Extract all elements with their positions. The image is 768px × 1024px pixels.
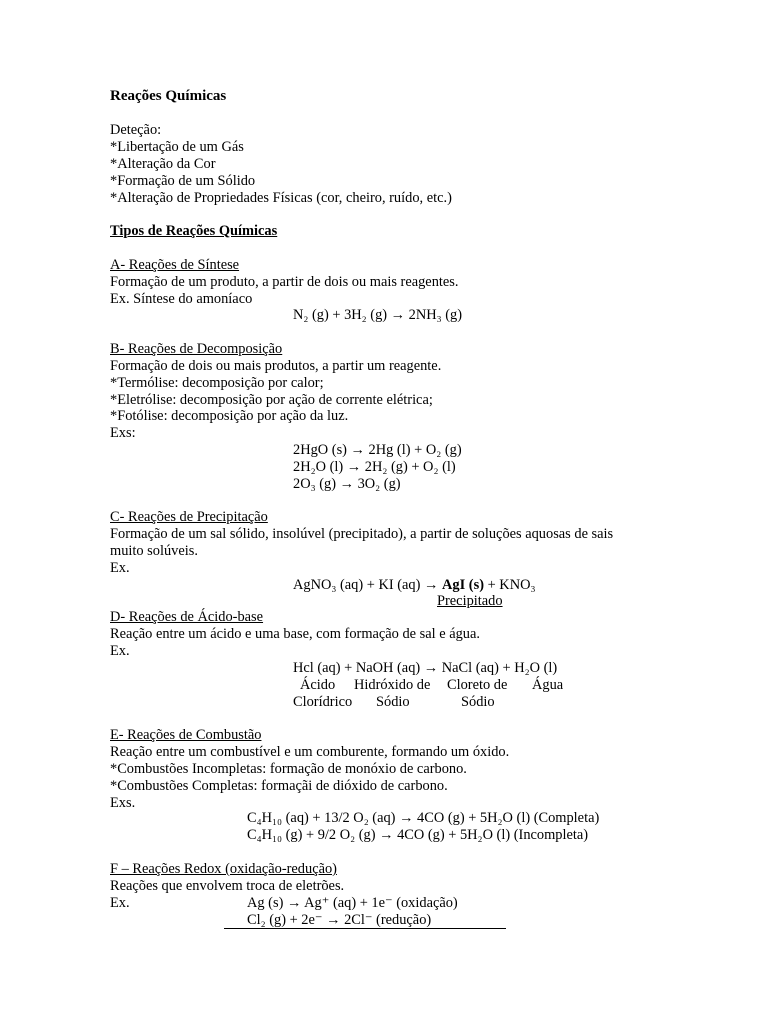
section-a-line: Formação de um produto, a partir de dois ou mais reagentes. xyxy=(110,274,459,290)
section-a-equation: N₂ (g) + 3H₂ (g) → 2NH₃ (g) xyxy=(293,307,463,323)
label-sodium: Sódio xyxy=(376,694,410,710)
section-a-heading: A- Reações de Síntese xyxy=(110,257,240,273)
section-c-eq-start: AgNO₃ (aq) + KI (aq) → xyxy=(293,577,443,593)
detection-item: *Alteração de Propriedades Físicas (cor, cheiro, ruído, etc.) xyxy=(110,190,452,206)
section-d-line: Ex. xyxy=(110,643,130,659)
section-f-line: Reações que envolvem troca de eletrões. xyxy=(110,878,345,894)
label-chloride: Cloreto de xyxy=(447,677,508,693)
section-b-line: *Termólise: decomposição por calor; xyxy=(110,375,324,391)
section-c-line: Formação de um sal sólido, insolúvel (precipitado), a partir de soluções aquosas de sais xyxy=(110,526,614,542)
section-e-line: Exs. xyxy=(110,795,136,811)
section-b-line: Formação de dois ou mais produtos, a partir um reagente. xyxy=(110,358,442,374)
section-a-line: Ex. Síntese do amoníaco xyxy=(110,291,253,307)
section-d-heading: D- Reações de Ácido-base xyxy=(110,609,264,625)
label-water: Água xyxy=(532,677,564,693)
section-f-heading: F – Reações Redox (oxidação-redução) xyxy=(110,861,337,877)
section-c-eq-end: + KNO₃ xyxy=(484,577,536,593)
section-b-heading: B- Reações de Decomposição xyxy=(110,341,283,357)
label-hydrochloric: Clorídrico xyxy=(293,694,353,710)
section-c-line: muito solúveis. xyxy=(110,543,198,559)
section-b-line: *Eletrólise: decomposição por ação de corrente elétrica; xyxy=(110,392,433,408)
types-heading: Tipos de Reações Químicas xyxy=(110,223,278,239)
section-e-heading: E- Reações de Combustão xyxy=(110,727,262,743)
section-f-equation: Cl₂ (g) + 2e⁻ → 2Cl⁻ (redução) xyxy=(247,912,432,928)
section-c-heading: C- Reações de Precipitação xyxy=(110,509,268,525)
label-acid: Ácido xyxy=(300,677,336,693)
document-title: Reações Químicas xyxy=(110,88,227,104)
section-e-equation: C₄H₁₀ (aq) + 13/2 O₂ (aq) → 4CO (g) + 5H₂O (l) (Completa) xyxy=(247,810,600,826)
section-d-equation: Hcl (aq) + NaOH (aq) → NaCl (aq) + H₂O (l) xyxy=(293,660,558,676)
section-e-equation: C₄H₁₀ (g) + 9/2 O₂ (g) → 4CO (g) + 5H₂O (l) (Incompleta) xyxy=(247,827,589,843)
section-b-equation: 2O₃ (g) → 3O₂ (g) xyxy=(293,476,401,492)
label-sodium: Sódio xyxy=(461,694,495,710)
section-f-equation: Ag (s) → Ag⁺ (aq) + 1e⁻ (oxidação) xyxy=(247,895,458,911)
detection-item: *Formação de um Sólido xyxy=(110,173,256,189)
section-c-eq-precipitate: AgI (s) xyxy=(442,577,484,593)
section-e-line: *Combustões Completas: formaçãi de dióxido de carbono. xyxy=(110,778,448,794)
section-c-equation xyxy=(293,577,536,594)
section-e-line: Reação entre um combustível e um comburente, formando um óxido. xyxy=(110,744,510,760)
section-f-line: Ex. xyxy=(110,895,130,911)
section-b-equation: 2HgO (s) → 2Hg (l) + O₂ (g) xyxy=(293,442,462,458)
precipitate-label: Precipitado xyxy=(437,593,503,609)
detection-heading: Deteção: xyxy=(110,122,162,138)
section-e-line: *Combustões Incompletas: formação de monóxio de carbono. xyxy=(110,761,467,777)
section-d-line: Reação entre um ácido e uma base, com formação de sal e água. xyxy=(110,626,480,642)
detection-item: *Alteração da Cor xyxy=(110,156,216,172)
label-hydroxide: Hidróxido de xyxy=(354,677,431,693)
section-b-line: Exs: xyxy=(110,425,136,441)
section-b-equation: 2H₂O (l) → 2H₂ (g) + O₂ (l) xyxy=(293,459,456,475)
section-c-line: Ex. xyxy=(110,560,130,576)
detection-item: *Libertação de um Gás xyxy=(110,139,244,155)
section-b-line: *Fotólise: decomposição por ação da luz. xyxy=(110,408,349,424)
section-f-underline xyxy=(224,928,506,929)
